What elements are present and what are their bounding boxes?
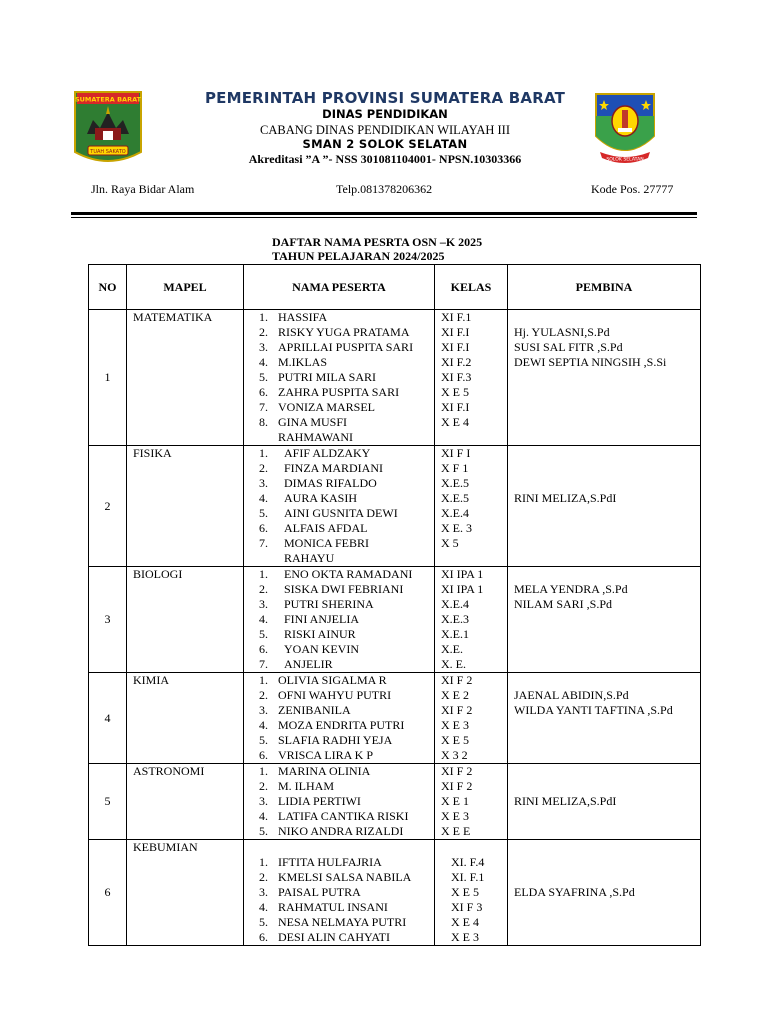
participants-cell	[244, 446, 435, 567]
participant-item	[244, 476, 434, 491]
subject-cell: KEBUMIAN	[127, 840, 244, 946]
participant-item	[244, 400, 434, 415]
participant-name: ALFAIS AFDAL	[284, 521, 368, 535]
participants-cell	[244, 673, 435, 764]
participant-number: 1.	[259, 567, 268, 581]
mentor-name: WILDA YANTI TAFTINA ,S.Pd	[514, 703, 673, 717]
participant-item	[244, 385, 434, 400]
participant-name: M. ILHAM	[278, 779, 334, 793]
participant-number: 7.	[259, 657, 268, 671]
class-item: XI F.I	[441, 400, 470, 414]
participant-name: AURA KASIH	[284, 491, 358, 505]
mentor-name	[508, 673, 700, 688]
participant-item	[244, 642, 434, 657]
class-item: X E 5	[441, 385, 469, 399]
participant-item	[244, 809, 434, 824]
participant-name: PAISAL PUTRA	[278, 885, 361, 899]
class-item: X F 1	[441, 461, 469, 475]
class-item: XI F I	[441, 446, 471, 460]
class-item: X E 1	[441, 794, 469, 808]
participant-number: 2.	[259, 870, 268, 884]
participant-item	[244, 355, 434, 370]
subject-cell: FISIKA	[127, 446, 244, 567]
participant-number: 7.	[259, 536, 268, 550]
class-item: XI IPA 1	[441, 582, 484, 596]
participant-item	[244, 310, 434, 325]
participant-item	[244, 461, 434, 476]
participant-number: 4.	[259, 718, 268, 732]
participant-item	[244, 840, 434, 855]
class-item: XI F 2	[441, 673, 473, 687]
participant-number: 3.	[259, 794, 268, 808]
row-number: 2	[89, 446, 127, 567]
participant-name: LATIFA CANTIKA RISKI	[278, 809, 409, 823]
mentor-name	[508, 840, 700, 855]
participant-name: YOAN KEVIN	[284, 642, 359, 656]
header-divider-thick	[71, 212, 697, 215]
participant-item	[244, 748, 434, 763]
participant-name: APRILLAI PUSPITA SARI	[278, 340, 414, 354]
participant-name: RISKI AINUR	[284, 627, 356, 641]
class-item: X.E.	[441, 642, 463, 656]
participant-name: FINZA MARDIANI	[284, 461, 383, 475]
participant-item	[244, 506, 434, 521]
mentor-name: DEWI SEPTIA NINGSIH ,S.Si	[514, 355, 667, 369]
participant-name: LIDIA PERTIWI	[278, 794, 361, 808]
mentor-name: Hj. YULASNI,S.Pd	[514, 325, 610, 339]
class-item: X E 2	[441, 688, 469, 702]
class-item: X 3 2	[441, 748, 468, 762]
sumatera-barat-logo	[73, 90, 143, 170]
participants-cell	[244, 840, 435, 946]
participant-number: 2.	[259, 461, 268, 475]
class-item: XI F.2	[441, 355, 472, 369]
participant-item	[244, 703, 434, 718]
participant-name: KMELSI SALSA NABILA	[278, 870, 412, 884]
column-header-nama-peserta: NAMA PESERTA	[244, 265, 435, 310]
header-address: Jln. Raya Bidar Alam	[91, 182, 195, 196]
mentor-name: SUSI SAL FITR ,S.Pd	[514, 340, 623, 354]
class-item: XI. F.1	[451, 870, 485, 884]
table-row	[89, 764, 701, 840]
participant-name: OFNI WAHYU PUTRI	[278, 688, 392, 702]
participant-name: SISKA DWI FEBRIANI	[284, 582, 404, 596]
class-item: XI F 2	[441, 703, 473, 717]
participant-name: ANJELIR	[284, 657, 333, 671]
header-agency: DINAS PENDIDIKAN	[322, 107, 448, 121]
participants-cell	[244, 567, 435, 673]
participant-name: MARINA OLINIA	[278, 764, 371, 778]
mentor-name	[508, 567, 700, 582]
participant-name: RISKY YUGA PRATAMA	[278, 325, 410, 339]
participant-name: DESI ALIN CAHYATI	[278, 930, 390, 944]
mentor-name	[508, 461, 700, 476]
class-item: X.E.3	[441, 612, 469, 626]
participant-number: 3.	[259, 597, 268, 611]
class-item: XI IPA 1	[441, 567, 484, 581]
participant-item	[244, 673, 434, 688]
column-header-pembina: PEMBINA	[508, 265, 701, 310]
participant-number: 4.	[259, 612, 268, 626]
participant-item	[244, 446, 434, 461]
mentor-name	[508, 764, 700, 779]
participant-number: 4.	[259, 809, 268, 823]
mentor-cell	[508, 446, 701, 567]
mentor-cell	[508, 840, 701, 946]
mentor-cell	[508, 764, 701, 840]
participant-name: PUTRI SHERINA	[284, 597, 374, 611]
class-item: XI F.I	[441, 325, 470, 339]
participant-item	[244, 779, 434, 794]
class-item: XI F.3	[441, 370, 472, 384]
participant-number: 4.	[259, 355, 268, 369]
column-header-no: NO	[89, 265, 127, 310]
mentor-name	[508, 779, 700, 794]
table-row	[89, 567, 701, 673]
participant-item	[244, 900, 434, 915]
participant-number: 3.	[259, 885, 268, 899]
header-school: SMAN 2 SOLOK SELATAN	[302, 137, 468, 151]
participant-number: 2.	[259, 779, 268, 793]
participant-name: VRISCA LIRA K P	[278, 748, 374, 762]
class-item: XI F 3	[451, 900, 483, 914]
subject-cell: ASTRONOMI	[127, 764, 244, 840]
participant-number: 2.	[259, 688, 268, 702]
participant-item	[244, 521, 434, 536]
participant-item	[244, 430, 434, 445]
participant-name: GINA MUSFI	[278, 415, 348, 429]
participant-name: SLAFIA RADHI YEJA	[278, 733, 393, 747]
participant-number: 1.	[259, 764, 268, 778]
participant-name: DIMAS RIFALDO	[284, 476, 377, 490]
participant-item	[244, 930, 434, 945]
participant-name: PUTRI MILA SARI	[278, 370, 377, 384]
class-item: X E 4	[441, 415, 469, 429]
participant-name: AINI GUSNITA DEWI	[284, 506, 398, 520]
table-row	[89, 840, 701, 946]
participant-name: M.IKLAS	[278, 355, 328, 369]
header-branch: CABANG DINAS PENDIDIKAN WILAYAH III	[260, 123, 510, 137]
class-item: X E E	[441, 824, 471, 838]
class-cell	[435, 446, 508, 567]
class-item: X.E.4	[441, 597, 469, 611]
participant-number: 5.	[259, 733, 268, 747]
participant-item	[244, 915, 434, 930]
column-header-mapel: MAPEL	[127, 265, 244, 310]
mentor-name: MELA YENDRA ,S.Pd	[514, 582, 628, 596]
participant-number: 7.	[259, 400, 268, 414]
class-cell	[435, 310, 508, 446]
participant-item	[244, 885, 434, 900]
participants-cell	[244, 310, 435, 446]
subject-cell: BIOLOGI	[127, 567, 244, 673]
participant-number: 1.	[259, 855, 268, 869]
class-item: X.E.1	[441, 627, 469, 641]
column-header-kelas: KELAS	[435, 265, 508, 310]
participant-name: MOZA ENDRITA PUTRI	[278, 718, 405, 732]
mentor-name	[508, 870, 700, 885]
participant-number: 5.	[259, 627, 268, 641]
participant-number: 1.	[259, 310, 268, 324]
class-item: X.E.5	[441, 476, 469, 490]
participant-number: 3.	[259, 476, 268, 490]
participant-item	[244, 582, 434, 597]
mentor-cell	[508, 567, 701, 673]
participant-number: 6.	[259, 521, 268, 535]
class-item: X E 5	[451, 885, 479, 899]
participant-table	[88, 264, 701, 946]
participant-name: ZENIBANILA	[278, 703, 351, 717]
mentor-name: RINI MELIZA,S.PdI	[514, 794, 617, 808]
subject-cell: MATEMATIKA	[127, 310, 244, 446]
participant-name: HASSIFA	[278, 310, 328, 324]
mentor-name: RINI MELIZA,S.PdI	[514, 491, 617, 505]
participant-name: FINI ANJELIA	[284, 612, 359, 626]
participant-item	[244, 657, 434, 672]
class-item: XI F 2	[441, 764, 473, 778]
participant-name: AFIF ALDZAKY	[284, 446, 371, 460]
participant-number: 8.	[259, 415, 268, 429]
class-item: XI. F.4	[451, 855, 485, 869]
class-item: X.E.5	[441, 491, 469, 505]
participant-number: 6.	[259, 385, 268, 399]
class-item: X. E.	[441, 657, 466, 671]
participant-item	[244, 536, 434, 551]
participant-number: 5.	[259, 915, 268, 929]
participant-number: 2.	[259, 582, 268, 596]
participant-item	[244, 415, 434, 430]
document-title: DAFTAR NAMA PESRTA OSN –K 2025	[272, 235, 483, 249]
class-cell	[435, 764, 508, 840]
participant-name: ENO OKTA RAMADANI	[284, 567, 413, 581]
participant-item	[244, 370, 434, 385]
mentor-name: NILAM SARI ,S.Pd	[514, 597, 613, 611]
participant-item	[244, 627, 434, 642]
mentor-cell	[508, 673, 701, 764]
participant-name: OLIVIA SIGALMA R	[278, 673, 387, 687]
table-row	[89, 310, 701, 446]
class-item: X E 3	[451, 930, 479, 944]
class-item: X 5	[441, 536, 459, 550]
row-number: 1	[89, 310, 127, 446]
class-item: X E 3	[441, 718, 469, 732]
participant-item	[244, 340, 434, 355]
svg-text:TUAH SAKATO: TUAH SAKATO	[90, 149, 126, 155]
header-accreditation: Akreditasi ”A ”- NSS 301081104001- NPSN.10303366	[248, 152, 522, 166]
header-divider-thin	[71, 217, 697, 218]
participant-item	[244, 567, 434, 582]
participant-number: 4.	[259, 900, 268, 914]
header-province: PEMERINTAH PROVINSI SUMATERA BARAT	[204, 89, 566, 107]
mentor-name	[508, 855, 700, 870]
participant-number: 5.	[259, 506, 268, 520]
participant-item	[244, 855, 434, 870]
participant-number: 5.	[259, 824, 268, 838]
class-item: X E 3	[441, 809, 469, 823]
class-item: X E 4	[451, 915, 479, 929]
class-cell	[435, 840, 508, 946]
participants-cell	[244, 764, 435, 840]
participant-number: 1.	[259, 446, 268, 460]
participant-number: 6.	[259, 642, 268, 656]
participant-number: 3.	[259, 340, 268, 354]
table-body	[89, 310, 701, 946]
participant-item	[244, 491, 434, 506]
participant-number: 4.	[259, 491, 268, 505]
mentor-name: ELDA SYAFRINA ,S.Pd	[514, 885, 635, 899]
class-item: XI F 2	[441, 779, 473, 793]
mentor-name	[508, 310, 700, 325]
class-cell	[435, 567, 508, 673]
class-item: X.E.4	[441, 506, 469, 520]
participant-number: 3.	[259, 703, 268, 717]
mentor-cell	[508, 310, 701, 446]
mentor-name	[508, 476, 700, 491]
mentor-name	[508, 446, 700, 461]
participant-number: 2.	[259, 325, 268, 339]
class-item: XI F.I	[441, 340, 470, 354]
participant-name: IFTITA HULFAJRIA	[278, 855, 382, 869]
class-item: XI F.1	[441, 310, 472, 324]
participant-name: NESA NELMAYA PUTRI	[278, 915, 407, 929]
participant-number: 6.	[259, 930, 268, 944]
svg-text:SUMATERA BARAT: SUMATERA BARAT	[74, 95, 142, 104]
header-phone: Telp.081378206362	[336, 182, 433, 196]
participant-name: NIKO ANDRA RIZALDI	[278, 824, 404, 838]
class-item: X E. 3	[441, 521, 472, 535]
row-number: 6	[89, 840, 127, 946]
row-number: 3	[89, 567, 127, 673]
participant-item	[244, 764, 434, 779]
class-item	[435, 840, 507, 855]
participant-item	[244, 870, 434, 885]
class-item: X E 5	[441, 733, 469, 747]
participant-name: RAHAYU	[284, 551, 335, 565]
participant-name: RAHMAWANI	[278, 430, 354, 444]
participant-item	[244, 597, 434, 612]
row-number: 5	[89, 764, 127, 840]
participant-item	[244, 325, 434, 340]
participant-item	[244, 824, 434, 839]
document-subtitle: TAHUN PELAJARAN 2024/2025	[272, 249, 445, 263]
participant-number: 6.	[259, 748, 268, 762]
participant-item	[244, 688, 434, 703]
table-row	[89, 673, 701, 764]
header-postal-code: Kode Pos. 27777	[591, 182, 674, 196]
class-cell	[435, 673, 508, 764]
svg-text:SOLOK SELATAN: SOLOK SELATAN	[606, 157, 644, 163]
participant-number: 1.	[259, 673, 268, 687]
participant-name: MONICA FEBRI	[284, 536, 370, 550]
table-header-row	[89, 265, 701, 310]
participant-name: RAHMATUL INSANI	[278, 900, 388, 914]
participant-item	[244, 718, 434, 733]
participant-item	[244, 733, 434, 748]
participant-name: ZAHRA PUSPITA SARI	[278, 385, 400, 399]
participant-item	[244, 551, 434, 566]
participant-item	[244, 612, 434, 627]
participant-name: VONIZA MARSEL	[278, 400, 376, 414]
row-number: 4	[89, 673, 127, 764]
subject-cell: KIMIA	[127, 673, 244, 764]
participant-number: 5.	[259, 370, 268, 384]
participant-item	[244, 794, 434, 809]
mentor-name: JAENAL ABIDIN,S.Pd	[514, 688, 629, 702]
table-row	[89, 446, 701, 567]
